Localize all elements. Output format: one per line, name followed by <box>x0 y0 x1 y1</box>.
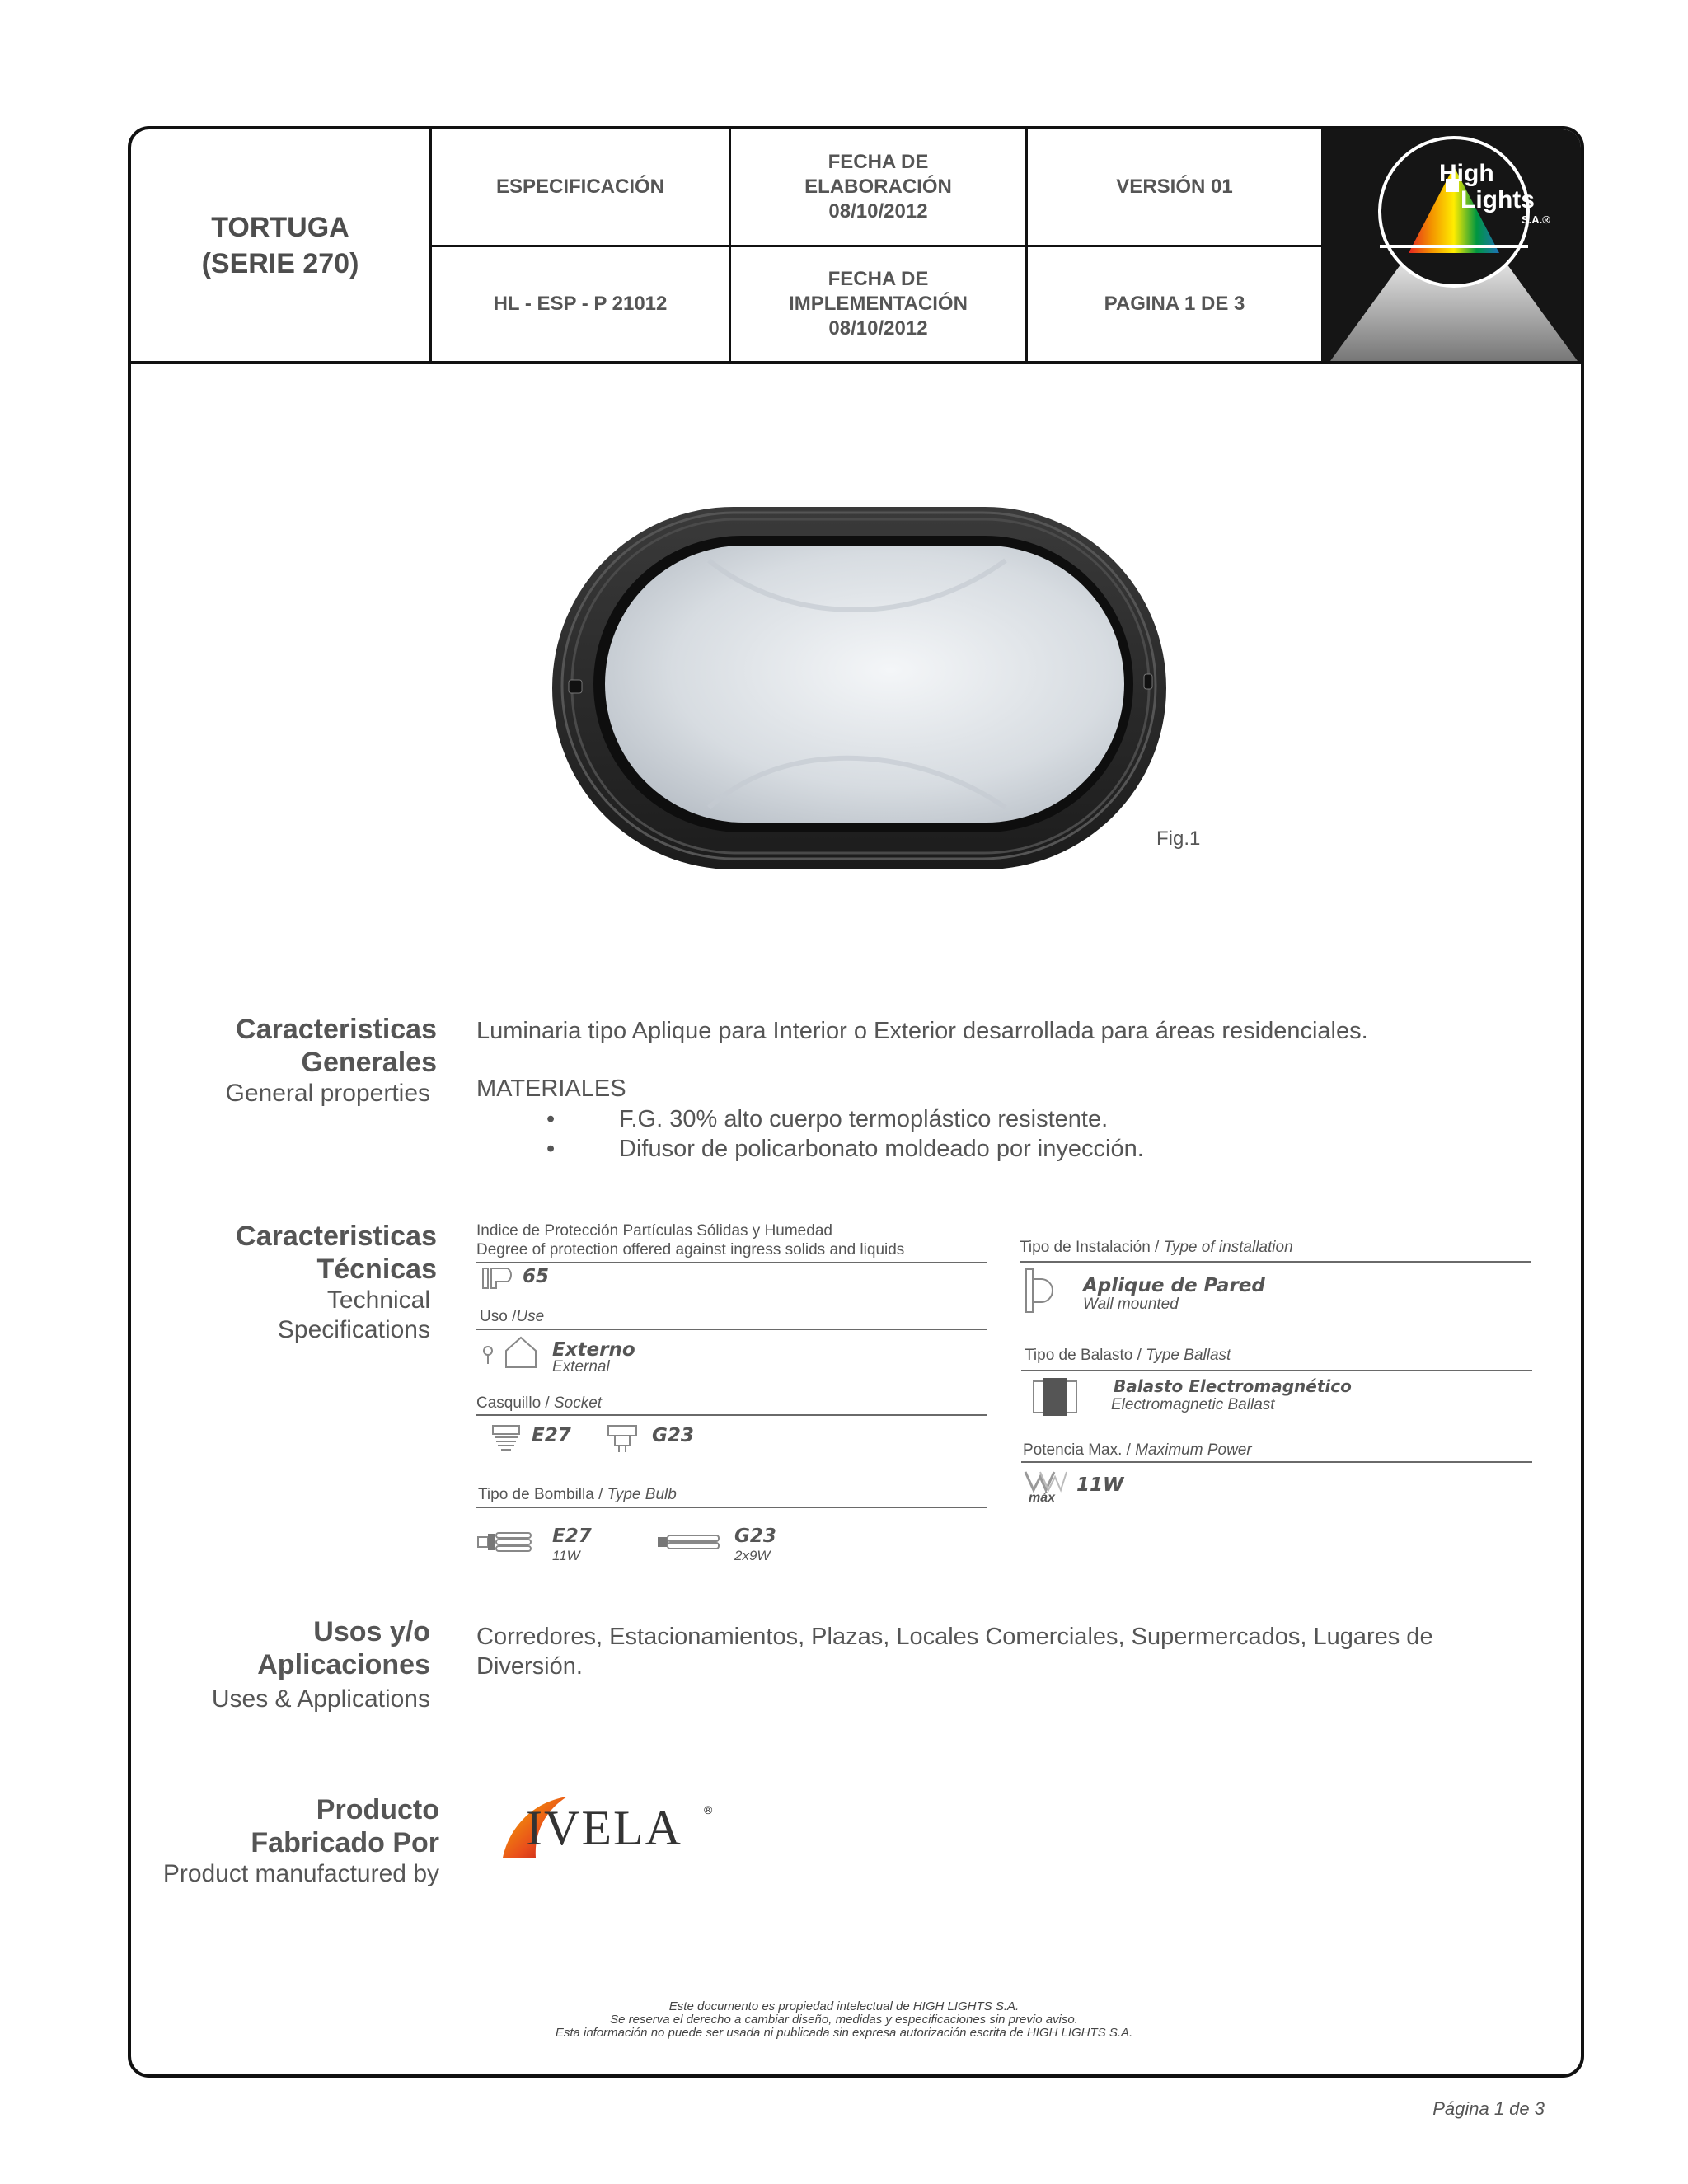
balasto-label: Tipo de Balasto / Type Ballast <box>1025 1347 1231 1364</box>
bombilla-e27: E27 <box>552 1526 592 1547</box>
instalacion-value: Aplique de Pared <box>1083 1275 1265 1296</box>
divider <box>476 1507 987 1508</box>
especificacion-cell: ESPECIFICACIÓN <box>495 176 665 198</box>
house-icon <box>480 1333 541 1369</box>
materiales-item: • F.G. 30% alto cuerpo termoplástico resistente. <box>546 1106 1109 1132</box>
pagina-cell: PAGINA 1 DE 3 <box>1104 293 1245 315</box>
version-cell: VERSIÓN 01 <box>1116 176 1233 198</box>
figure-caption: Fig.1 <box>1156 827 1201 850</box>
potencia-icon-text: máx <box>1029 1491 1056 1505</box>
footer-note-line: Se reserva el derecho a cambiar diseño, medidas y especificaciones sin previo aviso. <box>610 2013 1078 2027</box>
ip-icon <box>481 1267 518 1290</box>
section-heading-tecnicas: Caracteristicas Técnicas Technical Specifications <box>236 1221 437 1343</box>
ivela-logo <box>501 1793 724 1859</box>
bombilla-g23: G23 <box>734 1526 776 1547</box>
section-heading-usos: Usos y/o Aplicaciones Uses & Applications <box>211 1616 430 1713</box>
footer-note-line: Esta información no puede ser usada ni publicada sin expresa autorización escrita de HIGH LIGHTS S.A. <box>555 2026 1133 2040</box>
bombilla-g23-watt: 2x9W <box>734 1548 771 1563</box>
ivela-reg-mark: ® <box>704 1803 713 1816</box>
ip-label-en: Degree of protection offered against ingress solids and liquids <box>476 1241 905 1258</box>
ballast-icon <box>1032 1376 1078 1416</box>
generales-description: Luminaria tipo Aplique para Interior o Exterior desarrollada para áreas residenciales. <box>476 1018 1368 1044</box>
casquillo-e27: E27 <box>532 1425 571 1446</box>
watt-icon <box>1024 1469 1068 1493</box>
uso-value: Externo <box>552 1339 635 1361</box>
instalacion-value-en: Wall mounted <box>1083 1296 1179 1313</box>
divider <box>1020 1261 1531 1263</box>
ivela-wordmark: IVELA <box>526 1801 682 1855</box>
potencia-label: Potencia Max. / Maximum Power <box>1023 1441 1252 1459</box>
uso-value-en: External <box>552 1358 610 1376</box>
header-table <box>131 129 1581 364</box>
wall-mount-icon <box>1025 1268 1057 1314</box>
divider <box>476 1262 987 1263</box>
usos-text-line1: Corredores, Estacionamientos, Plazas, Locales Comerciales, Supermercados, Lugares de <box>476 1624 1433 1650</box>
divider <box>1021 1461 1532 1463</box>
footer-note-line: Este documento es propiedad intelectual de HIGH LIGHTS S.A. <box>668 1999 1020 2013</box>
page-number: Página 1 de 3 <box>1432 2098 1545 2119</box>
materiales-item: • Difusor de policarbonato moldeado por inyección. <box>546 1136 1144 1162</box>
cfl-bulb-icon <box>476 1530 534 1554</box>
instalacion-label: Tipo de Instalación / Type of installation <box>1020 1239 1293 1256</box>
section-heading-generales: Caracteristicas Generales General properties <box>225 1014 437 1107</box>
divider <box>1021 1370 1532 1371</box>
g23-socket-icon <box>607 1424 638 1454</box>
bombilla-label: Tipo de Bombilla / Type Bulb <box>478 1486 677 1503</box>
luminaire-drawing <box>544 503 1170 874</box>
logo-text-lights: Lights <box>1461 186 1535 213</box>
product-title: TORTUGA (SERIE 270) <box>201 211 359 279</box>
usos-text-line2: Diversión. <box>476 1653 583 1680</box>
balasto-value-en: Electromagnetic Ballast <box>1111 1396 1275 1413</box>
logo-text-sa: S.A.® <box>1522 213 1550 226</box>
divider <box>476 1329 987 1330</box>
bombilla-e27-watt: 11W <box>552 1548 580 1563</box>
balasto-value: Balasto Electromagnético <box>1114 1376 1352 1396</box>
fecha-elaboracion-cell: FECHA DE ELABORACIÓN 08/10/2012 <box>804 151 952 223</box>
casquillo-g23: G23 <box>652 1425 694 1446</box>
materiales-label: MATERIALES <box>476 1076 626 1102</box>
potencia-value: 11W <box>1076 1474 1124 1496</box>
ip-label: Indice de Protección Partículas Sólidas y Humedad <box>476 1222 832 1240</box>
ip-value: 65 <box>523 1266 550 1287</box>
fecha-implementacion-cell: FECHA DE IMPLEMENTACIÓN 08/10/2012 <box>789 268 968 340</box>
section-heading-fabricante: Producto Fabricado Por Product manufactured by <box>162 1794 439 1887</box>
divider <box>476 1414 987 1416</box>
codigo-cell: HL - ESP - P 21012 <box>493 293 668 315</box>
product-image <box>544 503 1170 874</box>
high-lights-logo <box>1322 129 1584 361</box>
logo-text-high: High <box>1439 160 1494 187</box>
uso-label: Uso /Use <box>480 1308 545 1325</box>
pl-bulb-icon <box>656 1533 722 1551</box>
casquillo-label: Casquillo / Socket <box>476 1394 603 1412</box>
e27-socket-icon <box>490 1424 523 1454</box>
